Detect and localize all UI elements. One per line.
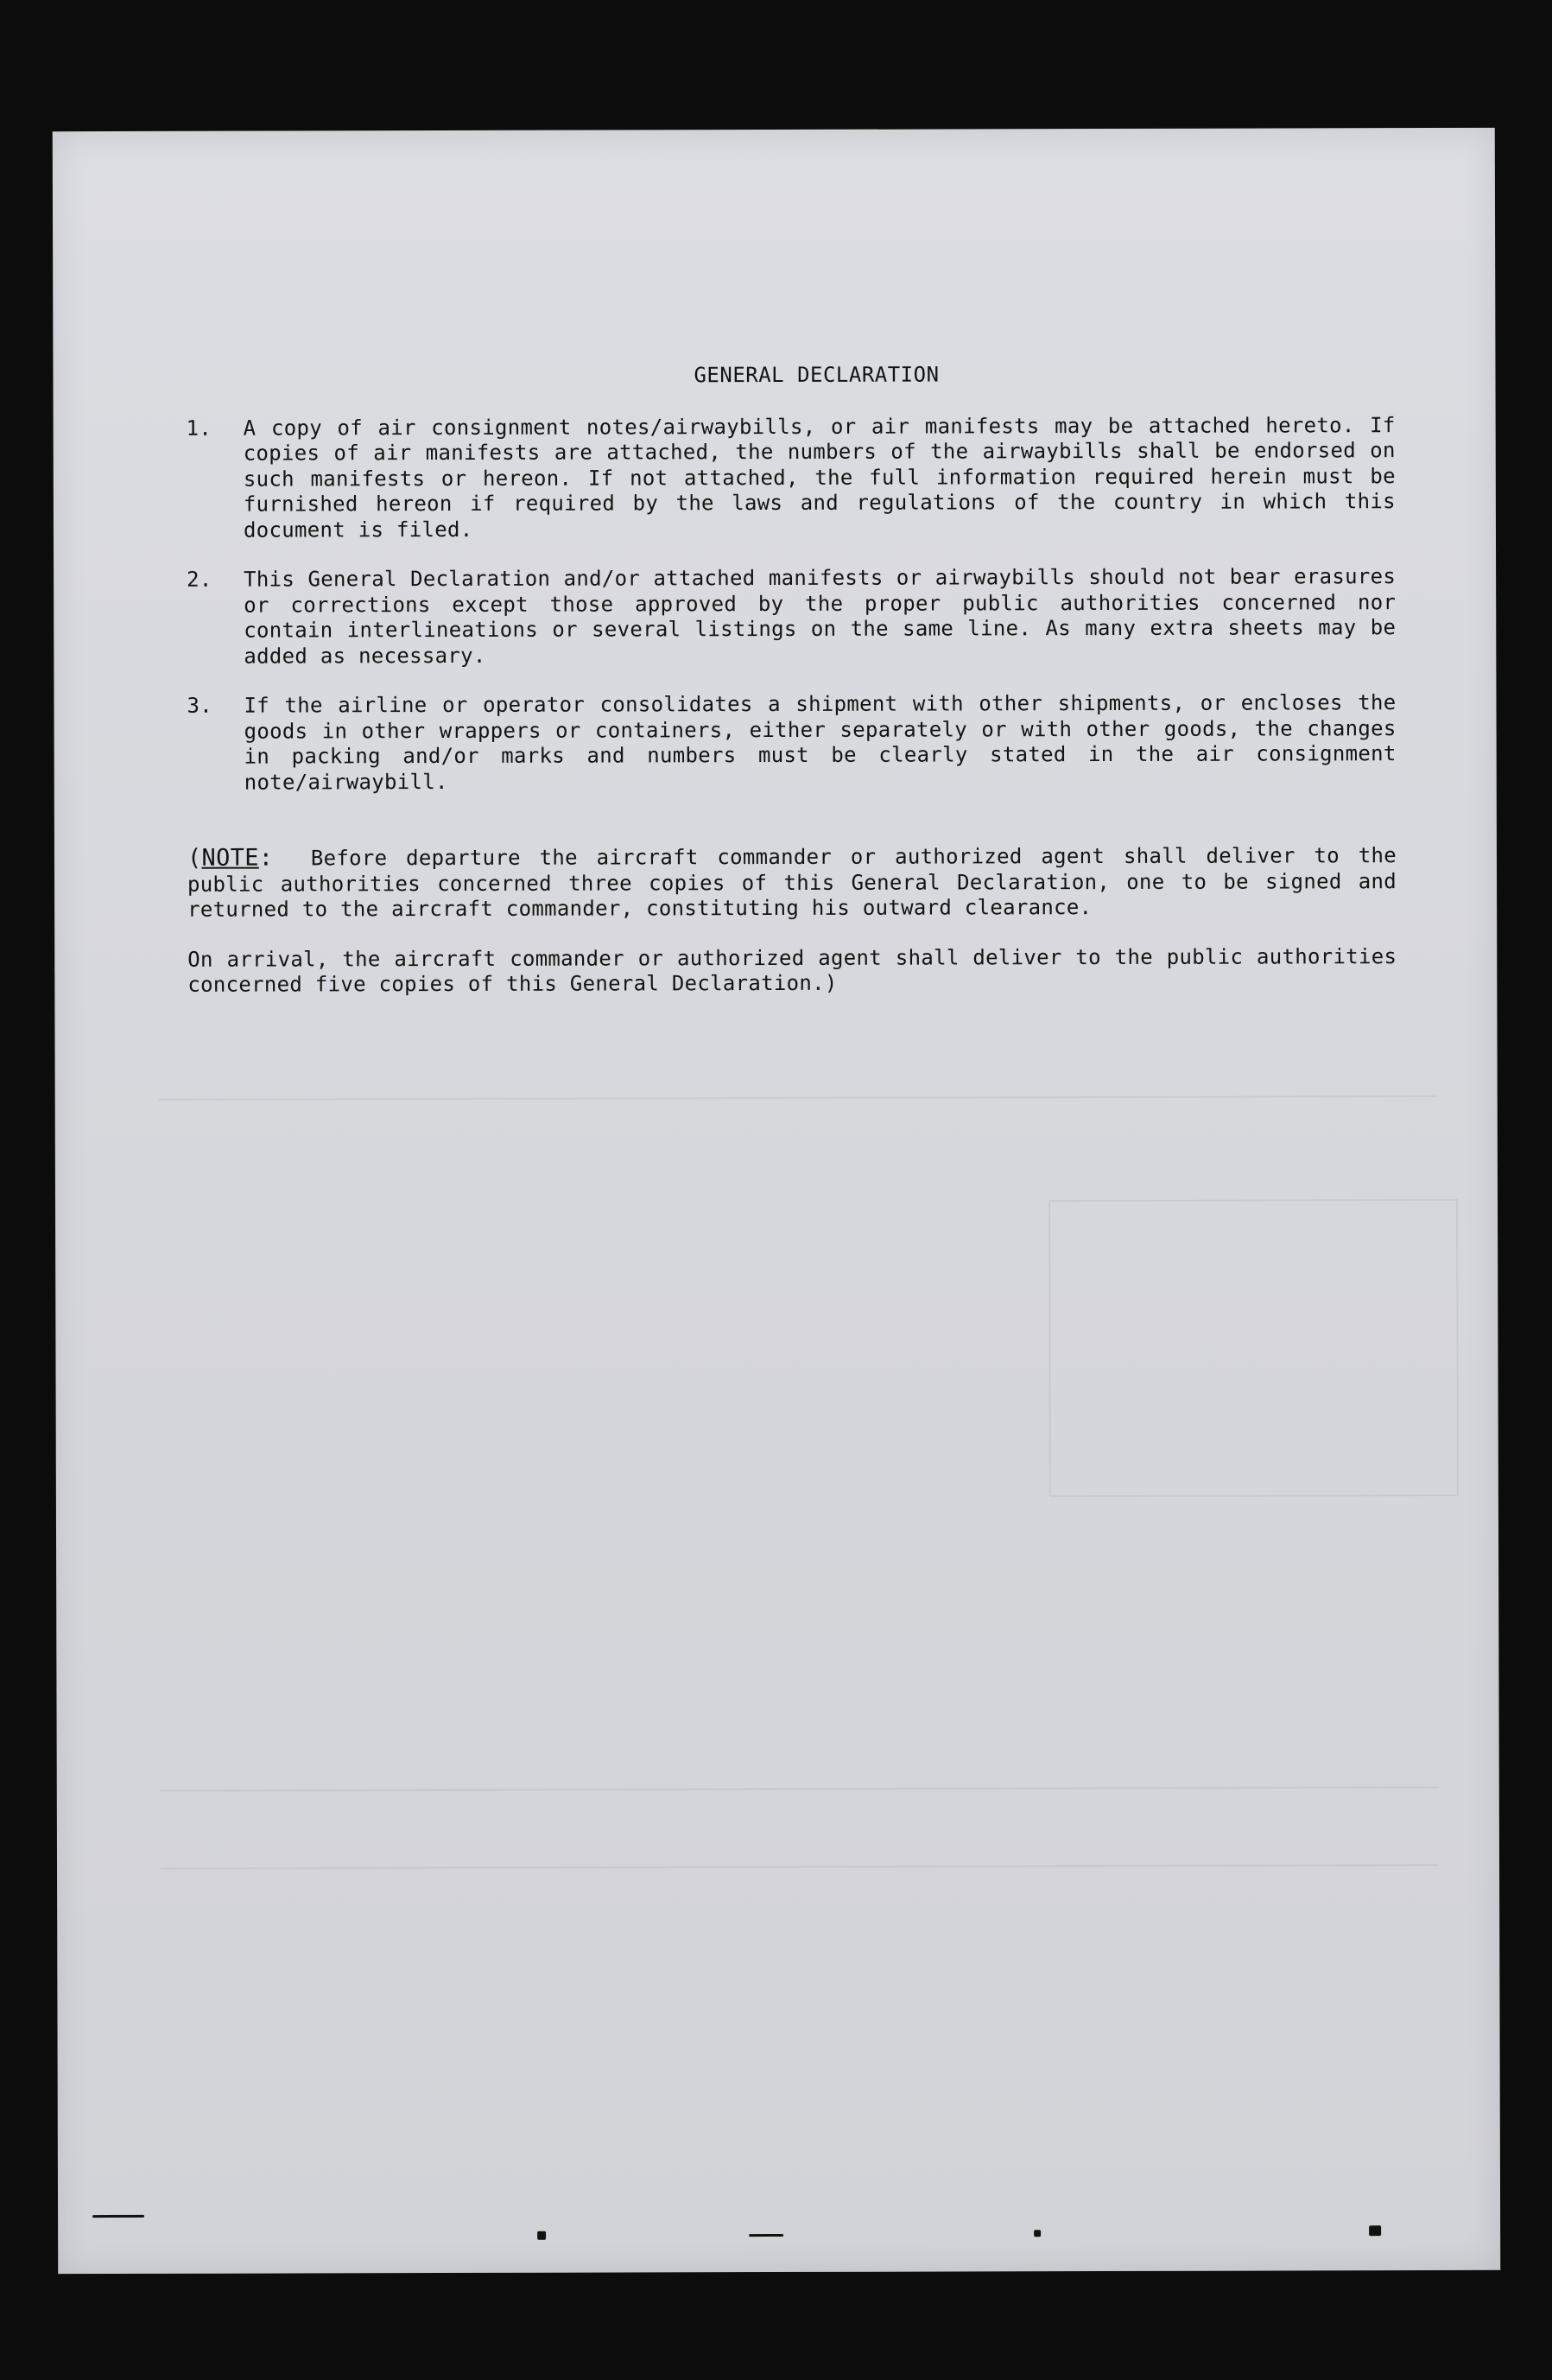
note-open-paren: ( (187, 844, 202, 872)
item-number: 1. (186, 416, 212, 441)
general-declaration-instructions (186, 361, 1397, 998)
item-number: 3. (187, 693, 213, 718)
bleed-through-rule (159, 1095, 1437, 1101)
scan-speck (92, 2215, 144, 2218)
note-paragraph (187, 842, 1397, 923)
arrival-close-paren: ) (824, 970, 838, 995)
instruction-item (187, 413, 1396, 543)
note-label: NOTE (201, 844, 259, 872)
item-text: This General Declaration and/or attached manifests or airwaybills should not bear erasures or corrections except those approved by the proper public authorities concerned nor contain interlineations or several listings on the same line. As many extra sheets may be added as necessary. (244, 564, 1397, 669)
scan-speck (749, 2234, 783, 2237)
bleed-through-rule (161, 1787, 1439, 1792)
note-text: Before departure the aircraft commander or authorized agent shall deliver to the public authorities concerned three copies of this General Declaration, one to be signed and returned to the aircraft commander, constituting his outward clearance. (187, 843, 1397, 922)
scan-speck (1034, 2230, 1041, 2237)
arrival-text: On arrival, the aircraft commander or authorized agent shall deliver to the public authorities concerned five copies of this General Declaration. (187, 943, 1397, 997)
note-colon: : (258, 844, 274, 872)
document-title: GENERAL DECLARATION (694, 362, 940, 388)
scan-speck (537, 2231, 546, 2240)
item-number: 2. (187, 567, 212, 592)
scan-speck (1369, 2225, 1381, 2236)
bleed-through-heading (420, 1927, 439, 1998)
bleed-through-stamp-box (1048, 1199, 1459, 1497)
item-text: A copy of air consignment notes/airwaybills, or air manifests may be attached hereto. If copies of air manifests are attached, the numbers of the airwaybills shall be endorsed on such manifests or hereon. If not attached, the full information required herein must be furnished hereon if required by the laws and regulations of the country in which this document is filed. (243, 412, 1396, 543)
paper-sheet (53, 128, 1500, 2274)
instruction-item (187, 690, 1396, 796)
bleed-through-rule (161, 1864, 1439, 1869)
item-text: If the airline or operator consolidates a shipment with other shipments, or encloses the goods in other wrappers or containers, either separately or with other goods, the changes in packing and/or marks and numbers must be clearly stated in the air consignment note/airwaybill. (244, 690, 1397, 795)
instruction-item (187, 564, 1396, 670)
arrival-paragraph (187, 944, 1397, 999)
